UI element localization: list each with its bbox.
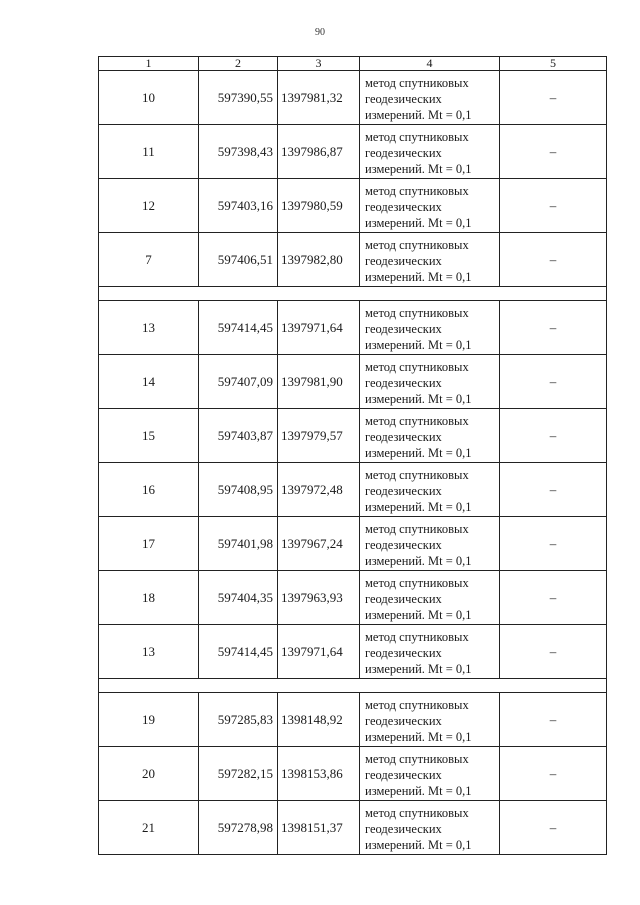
point-number-cell: 13 xyxy=(99,301,199,355)
x-coordinate-cell: 597414,45 xyxy=(199,625,278,679)
point-number-cell: 10 xyxy=(99,71,199,125)
point-number-cell: 19 xyxy=(99,693,199,747)
note-cell: – xyxy=(500,355,607,409)
y-coordinate-cell: 1398148,92 xyxy=(278,693,360,747)
y-coordinate-cell: 1398153,86 xyxy=(278,747,360,801)
y-coordinate-cell: 1397981,32 xyxy=(278,71,360,125)
x-coordinate-cell: 597407,09 xyxy=(199,355,278,409)
point-number-cell: 21 xyxy=(99,801,199,855)
point-number-cell: 11 xyxy=(99,125,199,179)
x-coordinate-cell: 597404,35 xyxy=(199,571,278,625)
point-number-cell: 20 xyxy=(99,747,199,801)
method-cell xyxy=(360,179,500,233)
note-cell: – xyxy=(500,409,607,463)
method-line: геодезических xyxy=(365,146,442,160)
method-line: измерений. Mt = 0,1 xyxy=(365,838,472,852)
group-separator-row xyxy=(99,679,607,693)
table-row xyxy=(99,625,607,679)
note-cell: – xyxy=(500,463,607,517)
y-coordinate-cell: 1397972,48 xyxy=(278,463,360,517)
method-line: геодезических xyxy=(365,592,442,606)
method-line: метод спутниковых xyxy=(365,130,469,144)
point-number-cell: 18 xyxy=(99,571,199,625)
method-line: метод спутниковых xyxy=(365,806,469,820)
method-line: метод спутниковых xyxy=(365,752,469,766)
x-coordinate-cell: 597390,55 xyxy=(199,71,278,125)
method-cell xyxy=(360,801,500,855)
method-cell xyxy=(360,517,500,571)
x-coordinate-cell: 597282,15 xyxy=(199,747,278,801)
method-cell xyxy=(360,233,500,287)
table-row xyxy=(99,301,607,355)
method-line: геодезических xyxy=(365,484,442,498)
y-coordinate-cell: 1397982,80 xyxy=(278,233,360,287)
table-row xyxy=(99,801,607,855)
method-line: измерений. Mt = 0,1 xyxy=(365,108,472,122)
method-line: метод спутниковых xyxy=(365,76,469,90)
method-line: метод спутниковых xyxy=(365,630,469,644)
method-line: метод спутниковых xyxy=(365,576,469,590)
method-cell xyxy=(360,71,500,125)
note-cell: – xyxy=(500,693,607,747)
x-coordinate-cell: 597401,98 xyxy=(199,517,278,571)
method-cell xyxy=(360,355,500,409)
method-line: измерений. Mt = 0,1 xyxy=(365,270,472,284)
table-row xyxy=(99,747,607,801)
table-row xyxy=(99,463,607,517)
note-cell: – xyxy=(500,301,607,355)
method-cell xyxy=(360,463,500,517)
header-col-5: 5 xyxy=(500,57,607,71)
method-cell xyxy=(360,301,500,355)
x-coordinate-cell: 597406,51 xyxy=(199,233,278,287)
method-line: измерений. Mt = 0,1 xyxy=(365,500,472,514)
page-number: 90 xyxy=(315,27,325,38)
method-cell xyxy=(360,747,500,801)
method-line: геодезических xyxy=(365,376,442,390)
method-cell xyxy=(360,571,500,625)
method-cell xyxy=(360,693,500,747)
method-line: измерений. Mt = 0,1 xyxy=(365,446,472,460)
method-line: геодезических xyxy=(365,200,442,214)
table-row xyxy=(99,233,607,287)
coordinates-table-body xyxy=(99,57,607,855)
y-coordinate-cell: 1398151,37 xyxy=(278,801,360,855)
method-line: измерений. Mt = 0,1 xyxy=(365,216,472,230)
x-coordinate-cell: 597278,98 xyxy=(199,801,278,855)
table-row xyxy=(99,179,607,233)
header-col-2: 2 xyxy=(199,57,278,71)
point-number-cell: 7 xyxy=(99,233,199,287)
table-header-row xyxy=(99,57,607,71)
header-col-4: 4 xyxy=(360,57,500,71)
method-line: измерений. Mt = 0,1 xyxy=(365,608,472,622)
point-number-cell: 15 xyxy=(99,409,199,463)
method-line: метод спутниковых xyxy=(365,238,469,252)
y-coordinate-cell: 1397971,64 xyxy=(278,301,360,355)
method-line: измерений. Mt = 0,1 xyxy=(365,392,472,406)
table-row xyxy=(99,571,607,625)
table-row xyxy=(99,355,607,409)
x-coordinate-cell: 597403,16 xyxy=(199,179,278,233)
method-line: измерений. Mt = 0,1 xyxy=(365,162,472,176)
note-cell: – xyxy=(500,125,607,179)
method-line: геодезических xyxy=(365,768,442,782)
y-coordinate-cell: 1397986,87 xyxy=(278,125,360,179)
group-separator-cell xyxy=(99,287,607,301)
note-cell: – xyxy=(500,179,607,233)
y-coordinate-cell: 1397981,90 xyxy=(278,355,360,409)
method-line: метод спутниковых xyxy=(365,522,469,536)
method-line: измерений. Mt = 0,1 xyxy=(365,338,472,352)
method-line: метод спутниковых xyxy=(365,698,469,712)
coordinates-table xyxy=(98,56,607,855)
note-cell: – xyxy=(500,233,607,287)
x-coordinate-cell: 597398,43 xyxy=(199,125,278,179)
method-cell xyxy=(360,625,500,679)
method-line: геодезических xyxy=(365,646,442,660)
point-number-cell: 13 xyxy=(99,625,199,679)
y-coordinate-cell: 1397980,59 xyxy=(278,179,360,233)
y-coordinate-cell: 1397967,24 xyxy=(278,517,360,571)
method-line: геодезических xyxy=(365,254,442,268)
point-number-cell: 16 xyxy=(99,463,199,517)
method-cell xyxy=(360,125,500,179)
point-number-cell: 14 xyxy=(99,355,199,409)
method-line: измерений. Mt = 0,1 xyxy=(365,554,472,568)
note-cell: – xyxy=(500,625,607,679)
method-line: измерений. Mt = 0,1 xyxy=(365,730,472,744)
y-coordinate-cell: 1397971,64 xyxy=(278,625,360,679)
point-number-cell: 12 xyxy=(99,179,199,233)
table-row xyxy=(99,125,607,179)
method-line: геодезических xyxy=(365,430,442,444)
method-line: геодезических xyxy=(365,822,442,836)
x-coordinate-cell: 597408,95 xyxy=(199,463,278,517)
method-line: метод спутниковых xyxy=(365,360,469,374)
method-line: геодезических xyxy=(365,92,442,106)
note-cell: – xyxy=(500,71,607,125)
point-number-cell: 17 xyxy=(99,517,199,571)
method-cell xyxy=(360,409,500,463)
table-row xyxy=(99,409,607,463)
method-line: измерений. Mt = 0,1 xyxy=(365,662,472,676)
method-line: метод спутниковых xyxy=(365,306,469,320)
header-col-3: 3 xyxy=(278,57,360,71)
table-row xyxy=(99,517,607,571)
note-cell: – xyxy=(500,517,607,571)
group-separator-row xyxy=(99,287,607,301)
table-row xyxy=(99,71,607,125)
method-line: геодезических xyxy=(365,714,442,728)
note-cell: – xyxy=(500,571,607,625)
y-coordinate-cell: 1397963,93 xyxy=(278,571,360,625)
group-separator-cell xyxy=(99,679,607,693)
x-coordinate-cell: 597414,45 xyxy=(199,301,278,355)
x-coordinate-cell: 597403,87 xyxy=(199,409,278,463)
x-coordinate-cell: 597285,83 xyxy=(199,693,278,747)
method-line: измерений. Mt = 0,1 xyxy=(365,784,472,798)
note-cell: – xyxy=(500,801,607,855)
header-col-1: 1 xyxy=(99,57,199,71)
method-line: геодезических xyxy=(365,322,442,336)
table-row xyxy=(99,693,607,747)
method-line: метод спутниковых xyxy=(365,414,469,428)
method-line: метод спутниковых xyxy=(365,184,469,198)
note-cell: – xyxy=(500,747,607,801)
method-line: геодезических xyxy=(365,538,442,552)
method-line: метод спутниковых xyxy=(365,468,469,482)
y-coordinate-cell: 1397979,57 xyxy=(278,409,360,463)
